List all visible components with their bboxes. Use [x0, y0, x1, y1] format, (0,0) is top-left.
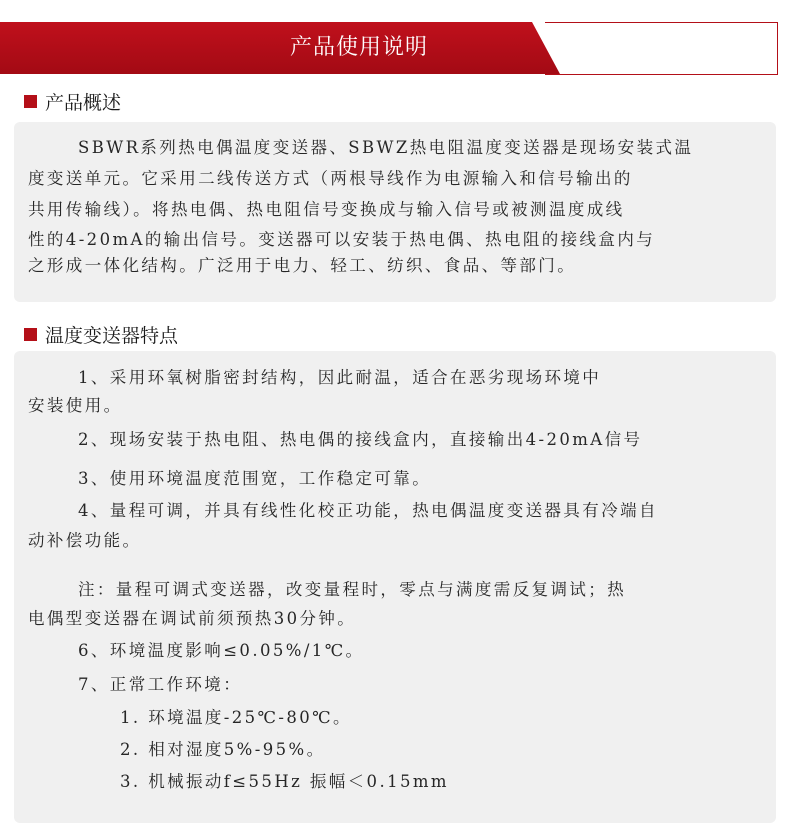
overview-line: 度变送单元。它采用二线传送方式（两根导线作为电源输入和信号输出的: [28, 169, 633, 188]
feature-line: 2. 相对湿度5%-95%。: [120, 740, 326, 759]
title-banner: [0, 22, 790, 74]
red-square-icon: [24, 95, 37, 108]
overview-line: SBWR系列热电偶温度变送器、SBWZ热电阻温度变送器是现场安装式温: [78, 138, 694, 157]
feature-line: 3. 机械振动f≤55Hz 振幅＜0.15mm: [120, 772, 449, 791]
feature-line: 注：量程可调式变送器，改变量程时，零点与满度需反复调试；热: [78, 580, 627, 599]
feature-line: 6、环境温度影响≤0.05%/1℃。: [78, 641, 365, 660]
overview-line: 共用传输线）。将热电偶、热电阻信号变换成与输入信号或被测温度成线: [28, 200, 625, 219]
feature-line: 2、现场安装于热电阻、热电偶的接线盒内，直接输出4-20mA信号: [78, 430, 643, 449]
features-heading: [24, 323, 178, 345]
page-title: 产品使用说明: [290, 35, 429, 60]
overview-heading: [24, 90, 121, 112]
red-square-icon: [24, 328, 37, 341]
features-title: 温度变送器特点: [45, 324, 179, 347]
feature-line: 电偶型变送器在调试前须预热30分钟。: [28, 609, 357, 628]
feature-line: 安装使用。: [28, 396, 123, 415]
overview-title: 产品概述: [45, 91, 122, 114]
feature-line: 1、采用环氧树脂密封结构，因此耐温，适合在恶劣现场环境中: [78, 368, 602, 387]
feature-line: 3、使用环境温度范围宽，工作稳定可靠。: [78, 469, 432, 488]
feature-line: 7、正常工作环境：: [78, 675, 243, 694]
overview-line: 性的4-20mA的输出信号。变送器可以安装于热电偶、热电阻的接线盒内与: [28, 230, 656, 249]
feature-line: 4、量程可调，并具有线性化校正功能，热电偶温度变送器具有冷端自: [78, 501, 658, 520]
feature-line: 1. 环境温度-25℃-80℃。: [120, 708, 352, 727]
banner-outline: [545, 22, 778, 75]
overview-line: 之形成一体化结构。广泛用于电力、轻工、纺织、食品、等部门。: [28, 256, 577, 275]
feature-line: 动补偿功能。: [28, 531, 142, 550]
